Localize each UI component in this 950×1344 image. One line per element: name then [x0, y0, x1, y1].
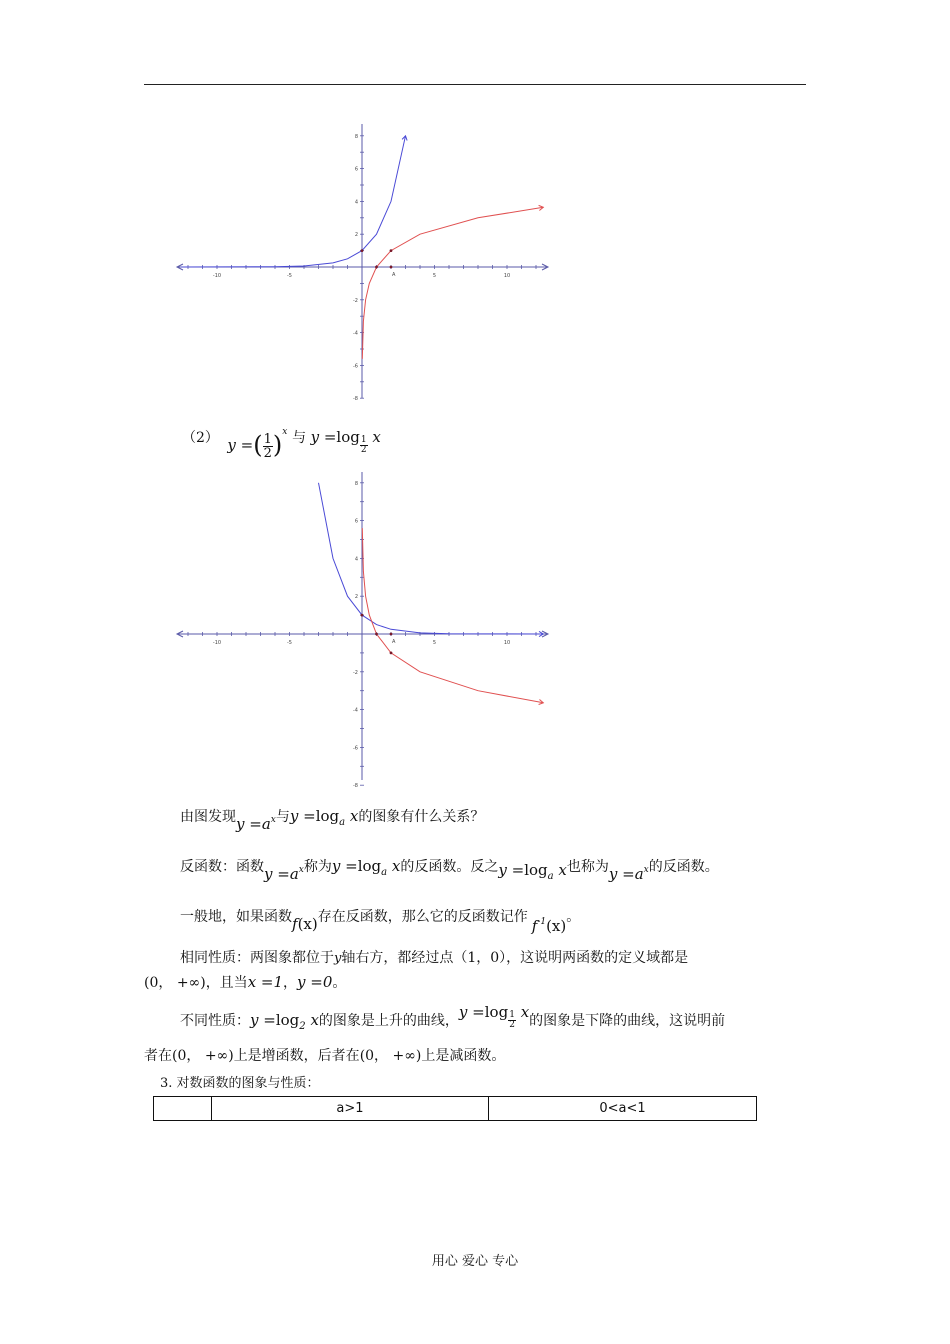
logarithm-curve: [362, 528, 543, 703]
x-tick-label: -10: [212, 273, 222, 279]
x-tick-label: 5: [432, 273, 437, 279]
data-point: [390, 652, 393, 655]
page-footer: 用心 爱心 专心: [431, 1254, 519, 1269]
properties-table: [153, 1096, 757, 1121]
y-tick-label: 8: [354, 480, 358, 487]
x-tick-label: -5: [287, 640, 292, 646]
x-tick-label: -5: [287, 273, 292, 279]
header-rule: [144, 84, 806, 85]
point-label: A: [392, 639, 396, 645]
paragraph-common-properties-1: 相同性质：两图象都位于y轴右方，都经过点（1，0），这说明两函数的定义域都是: [180, 950, 689, 966]
logarithm-curve: [362, 207, 543, 358]
x-tick-label: -10: [212, 640, 222, 646]
table-header-cell: a>1: [212, 1097, 489, 1121]
data-point: [375, 633, 378, 636]
point-label: A: [392, 272, 396, 278]
paragraph-inverse-notation: 一般地，如果函数f(x)存在反函数，那么它的反函数记作 $f^{-1}(x)$。: [180, 909, 581, 935]
section-heading-3: 3. 对数函数的图象与性质：: [160, 1076, 320, 1091]
table-header-row: [154, 1097, 757, 1121]
x-tick-label: 10: [503, 273, 511, 279]
y-tick-label: -2: [353, 297, 358, 304]
y-tick-label: -4: [353, 707, 358, 714]
paragraph-different-properties-1: 不同性质：$y =\log_2$ x的图象是上升的曲线，y =log $\frac{1}{2}$ x的图象是下降的曲线，这说明前: [180, 1003, 726, 1032]
y-tick-label: -6: [353, 745, 358, 752]
y-tick-label: 2: [354, 232, 358, 239]
y-tick-label: 4: [354, 556, 358, 563]
data-point: [361, 249, 364, 252]
data-point: [390, 266, 393, 269]
x-tick-label: 10: [503, 640, 511, 646]
log-base-half: $\frac{1}{2}$: [360, 435, 367, 455]
paragraph-common-properties-2: (0， +∞)，且当x =1，y =0。: [144, 973, 347, 991]
y-tick-label: 6: [354, 518, 358, 525]
graph-half-exp-log-half: [175, 470, 550, 790]
table-header-cell: [154, 1097, 212, 1121]
y-tick-label: -8: [353, 396, 358, 403]
graph-exp-log2: [175, 122, 550, 403]
data-point: [361, 614, 364, 617]
data-point: [390, 633, 393, 636]
x-tick-label: 5: [432, 640, 437, 646]
item2-heading: （2） y =( $\frac{1}{2}$ )$^x$ 与 y =log $\frac{1}{2}$ x: [182, 427, 381, 461]
paragraph-different-properties-2: 者在(0， +∞)上是增函数，后者在(0， +∞)上是减函数。: [144, 1048, 506, 1064]
exponential-curve: [319, 480, 544, 634]
y-tick-label: 8: [354, 133, 358, 140]
paragraph-inverse-definition: 反函数：函数$y =a^x$称为$y =\log_a$ x的反函数。反之$y =\log_a$ x也称为$y =a^x$的反函数。: [180, 857, 719, 883]
y-tick-label: 2: [354, 594, 358, 601]
exponential-curve: [181, 133, 406, 267]
y-tick-label: -4: [353, 330, 358, 337]
log-base-half: $\frac{1}{2}$: [509, 1010, 515, 1030]
y-tick-label: -2: [353, 669, 358, 676]
y-tick-label: 6: [354, 166, 358, 173]
y-tick-label: -6: [353, 363, 358, 370]
fraction-half: $\frac{1}{2}$: [263, 431, 272, 461]
paragraph-relationship-question: 由图发现$y =a^x$与$y =\log_a$ x的图象有什么关系？: [180, 807, 485, 833]
y-tick-label: -8: [353, 783, 358, 790]
y-tick-label: 4: [354, 199, 358, 206]
data-point: [390, 249, 393, 252]
table-header-cell: 0<a<1: [489, 1097, 757, 1121]
item-number: （2）: [182, 430, 219, 446]
data-point: [375, 266, 378, 269]
